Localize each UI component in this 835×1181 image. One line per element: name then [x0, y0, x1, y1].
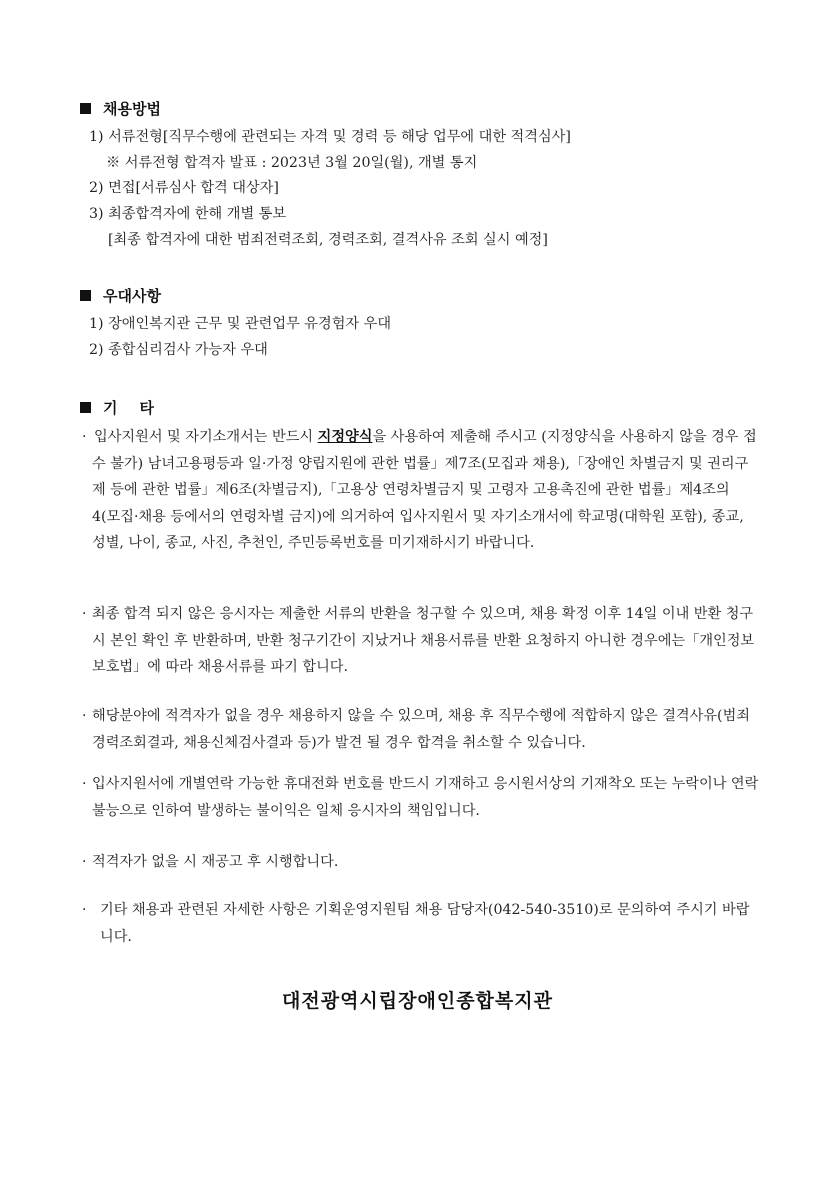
recruitment-item-3: 3) 최종합격자에 한해 개별 통보 [89, 206, 287, 222]
section-heading-recruitment: 채용방법 [80, 98, 161, 119]
note-disqualification: 해당분야에 적격자가 없을 경우 채용하지 않을 수 있으며, 채용 후 직무수행에 적합하지 않은 결격사유(범죄경력조회결과, 채용신체검사결과 등)가 발견 될 경우 합격을 취소할 수 있습니다. [92, 708, 750, 751]
recruitment-item-3-detail: [최종 합격자에 대한 범죄전력조회, 경력조회, 결격사유 조회 실시 예정] [108, 232, 548, 248]
note-readvertisement: 적격자가 없을 시 재공고 후 시행합니다. [92, 854, 339, 870]
note-application-forms: 입사지원서 및 자기소개서는 반드시 지정양식을 사용하여 제출해 주시고 (지정양식을 사용하지 않을 경우 접수 불가) 남녀고용평등과 일·가정 양립지원에 관한 법률」제7조(모집과 채용),「장애인 차별금지 및 권리구제 등에 관한 법률」제6조(차별금지),「고용상 연령차별금지 및 고령자 고용촉진에 관한 법률」제4조의 4(모집·채용 등에서의 연령차별 금지)에 의거하여 입사지원서 및 자기소개서에 학교명(대학원 포함), 종교, 성별, 나이, 종교, 사진, 추천인, 주민등록번호를 미기재하시기 바랍니다. [92, 429, 757, 551]
note-inquiry: 기타 채용과 관련된 자세한 사항은 기획운영지원팀 채용 담당자(042-540-3510)로 문의하여 주시기 바랍니다. [100, 902, 750, 945]
recruitment-item-2: 2) 면접[서류심사 합격 대상자] [89, 180, 279, 196]
preference-item-2: 2) 종합심리검사 가능자 우대 [89, 342, 268, 358]
bullet-icon: · [82, 902, 87, 918]
note-document-return: 최종 합격 되지 않은 응시자는 제출한 서류의 반환을 청구할 수 있으며, 채용 확정 이후 14일 이내 반환 청구 시 본인 확인 후 반환하며, 반환 청구기간이 지났거나 채용서류를 반환 요청하지 아니한 경우에는「개인정보보호법」에 따라 채용서류를 파기 합니다. [92, 606, 755, 675]
recruitment-item-1: 1) 서류전형[직무수행에 관련되는 자격 및 경력 등 해당 업무에 대한 적격심사] [89, 129, 571, 145]
section-heading-preference: 우대사항 [80, 285, 161, 306]
organization-name: 대전광역시립장애인종합복지관 [282, 990, 553, 1012]
note-contact-info: 입사지원서에 개별연락 가능한 휴대전화 번호를 반드시 기재하고 응시원서상의 기재착오 또는 누락이나 연락 불능으로 인하여 발생하는 불이익은 일체 응시자의 책임입니다. [92, 776, 759, 819]
bullet-icon: · [82, 606, 87, 622]
section-heading-other: 기타 [80, 397, 176, 418]
bullet-icon: · [82, 854, 87, 870]
bullet-icon: · [82, 708, 87, 724]
designated-form-emphasis: 지정양식 [317, 429, 373, 445]
bullet-icon: · [82, 429, 87, 445]
recruitment-note-announcement: ※ 서류전형 합격자 발표 : 2023년 3월 20일(월), 개별 통지 [106, 155, 478, 171]
bullet-icon: · [82, 776, 87, 792]
square-bullet-icon [80, 290, 91, 301]
square-bullet-icon [80, 103, 91, 114]
square-bullet-icon [80, 402, 91, 413]
preference-item-1: 1) 장애인복지관 근무 및 관련업무 유경험자 우대 [89, 316, 392, 332]
